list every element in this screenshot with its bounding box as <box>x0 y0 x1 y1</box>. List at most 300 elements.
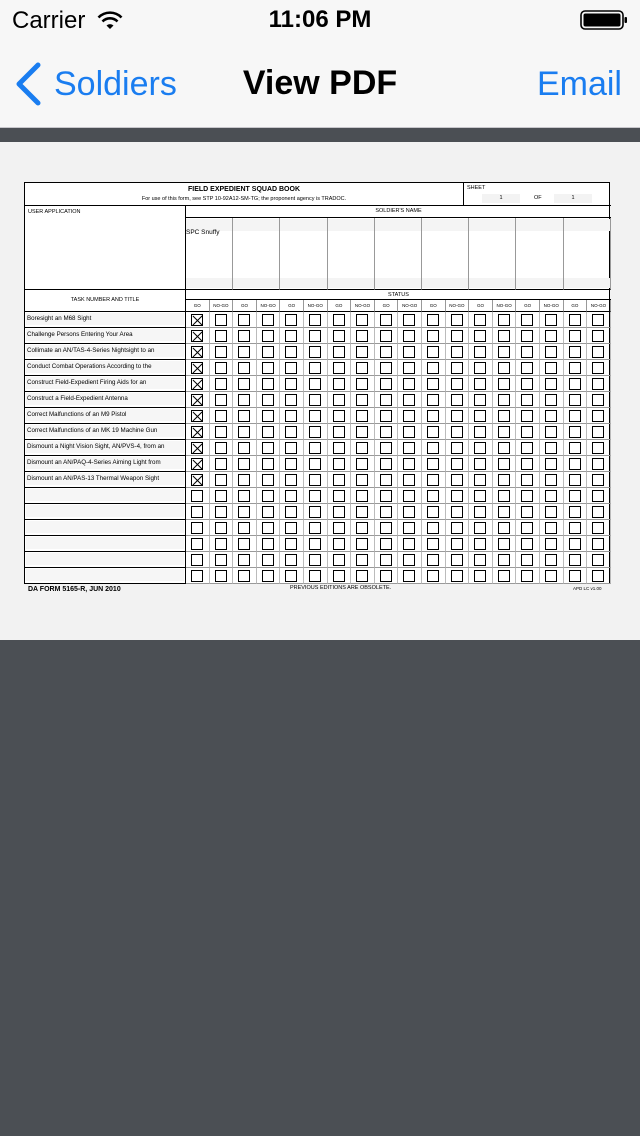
go-checkbox[interactable] <box>569 474 581 486</box>
soldier-column[interactable] <box>469 218 516 290</box>
go-checkbox[interactable] <box>521 394 533 406</box>
nogo-checkbox[interactable] <box>215 346 227 358</box>
task-row[interactable] <box>25 376 186 392</box>
go-checkbox[interactable] <box>521 426 533 438</box>
go-checkbox[interactable] <box>380 346 392 358</box>
go-checkbox[interactable] <box>427 554 439 566</box>
nogo-checkbox[interactable] <box>498 314 510 326</box>
nogo-checkbox[interactable] <box>262 394 274 406</box>
nogo-checkbox[interactable] <box>309 570 321 582</box>
go-checkbox[interactable] <box>521 570 533 582</box>
go-checkbox[interactable] <box>333 490 345 502</box>
task-row[interactable] <box>25 440 186 456</box>
go-checkbox[interactable] <box>427 506 439 518</box>
nogo-checkbox[interactable] <box>592 506 604 518</box>
go-checkbox[interactable] <box>427 522 439 534</box>
go-checkbox[interactable] <box>569 522 581 534</box>
go-checkbox[interactable] <box>191 410 203 422</box>
go-checkbox[interactable] <box>474 394 486 406</box>
nogo-checkbox[interactable] <box>545 458 557 470</box>
nogo-checkbox[interactable] <box>498 474 510 486</box>
nogo-checkbox[interactable] <box>215 458 227 470</box>
nogo-checkbox[interactable] <box>356 570 368 582</box>
go-checkbox[interactable] <box>238 506 250 518</box>
nogo-checkbox[interactable] <box>356 442 368 454</box>
nogo-checkbox[interactable] <box>545 474 557 486</box>
nogo-checkbox[interactable] <box>451 474 463 486</box>
go-checkbox[interactable] <box>191 458 203 470</box>
task-row[interactable] <box>25 408 186 424</box>
go-checkbox[interactable] <box>380 378 392 390</box>
go-checkbox[interactable] <box>521 378 533 390</box>
go-checkbox[interactable] <box>333 474 345 486</box>
nogo-checkbox[interactable] <box>403 490 415 502</box>
nogo-checkbox[interactable] <box>262 538 274 550</box>
nogo-checkbox[interactable] <box>545 570 557 582</box>
nogo-checkbox[interactable] <box>262 474 274 486</box>
nogo-checkbox[interactable] <box>309 394 321 406</box>
nogo-checkbox[interactable] <box>309 458 321 470</box>
nogo-checkbox[interactable] <box>451 362 463 374</box>
go-checkbox[interactable] <box>333 362 345 374</box>
nogo-checkbox[interactable] <box>262 426 274 438</box>
go-checkbox[interactable] <box>521 554 533 566</box>
go-checkbox[interactable] <box>569 378 581 390</box>
task-row[interactable] <box>25 536 186 552</box>
nogo-checkbox[interactable] <box>451 522 463 534</box>
nogo-checkbox[interactable] <box>451 442 463 454</box>
go-checkbox[interactable] <box>285 410 297 422</box>
nogo-checkbox[interactable] <box>498 490 510 502</box>
go-checkbox[interactable] <box>474 378 486 390</box>
nogo-checkbox[interactable] <box>215 522 227 534</box>
go-checkbox[interactable] <box>238 442 250 454</box>
go-checkbox[interactable] <box>521 538 533 550</box>
nogo-checkbox[interactable] <box>498 458 510 470</box>
task-row[interactable] <box>25 472 186 488</box>
nogo-checkbox[interactable] <box>262 410 274 422</box>
go-checkbox[interactable] <box>521 522 533 534</box>
nogo-checkbox[interactable] <box>451 378 463 390</box>
nogo-checkbox[interactable] <box>592 378 604 390</box>
go-checkbox[interactable] <box>333 554 345 566</box>
soldier-column[interactable] <box>186 218 233 290</box>
nogo-checkbox[interactable] <box>545 362 557 374</box>
nogo-checkbox[interactable] <box>215 506 227 518</box>
go-checkbox[interactable] <box>285 330 297 342</box>
go-checkbox[interactable] <box>521 474 533 486</box>
go-checkbox[interactable] <box>238 490 250 502</box>
go-checkbox[interactable] <box>521 442 533 454</box>
nogo-checkbox[interactable] <box>451 426 463 438</box>
go-checkbox[interactable] <box>521 346 533 358</box>
go-checkbox[interactable] <box>569 570 581 582</box>
go-checkbox[interactable] <box>191 362 203 374</box>
go-checkbox[interactable] <box>380 538 392 550</box>
nogo-checkbox[interactable] <box>592 442 604 454</box>
nogo-checkbox[interactable] <box>309 538 321 550</box>
nogo-checkbox[interactable] <box>592 330 604 342</box>
nogo-checkbox[interactable] <box>309 474 321 486</box>
soldier-column[interactable] <box>233 218 280 290</box>
go-checkbox[interactable] <box>238 522 250 534</box>
go-checkbox[interactable] <box>238 474 250 486</box>
go-checkbox[interactable] <box>474 570 486 582</box>
go-checkbox[interactable] <box>380 394 392 406</box>
go-checkbox[interactable] <box>569 490 581 502</box>
nogo-checkbox[interactable] <box>262 330 274 342</box>
task-row[interactable] <box>25 344 186 360</box>
nogo-checkbox[interactable] <box>403 410 415 422</box>
nogo-checkbox[interactable] <box>215 426 227 438</box>
nogo-checkbox[interactable] <box>215 378 227 390</box>
go-checkbox[interactable] <box>474 330 486 342</box>
go-checkbox[interactable] <box>569 554 581 566</box>
task-row[interactable] <box>25 552 186 568</box>
nogo-checkbox[interactable] <box>451 538 463 550</box>
soldier-column[interactable] <box>328 218 375 290</box>
nogo-checkbox[interactable] <box>592 314 604 326</box>
nogo-checkbox[interactable] <box>356 394 368 406</box>
go-checkbox[interactable] <box>238 330 250 342</box>
nogo-checkbox[interactable] <box>498 330 510 342</box>
nogo-checkbox[interactable] <box>498 346 510 358</box>
nogo-checkbox[interactable] <box>356 410 368 422</box>
go-checkbox[interactable] <box>427 362 439 374</box>
nogo-checkbox[interactable] <box>215 410 227 422</box>
go-checkbox[interactable] <box>238 378 250 390</box>
nogo-checkbox[interactable] <box>262 554 274 566</box>
go-checkbox[interactable] <box>521 330 533 342</box>
go-checkbox[interactable] <box>333 330 345 342</box>
nogo-checkbox[interactable] <box>498 506 510 518</box>
go-checkbox[interactable] <box>285 490 297 502</box>
go-checkbox[interactable] <box>285 570 297 582</box>
nogo-checkbox[interactable] <box>545 554 557 566</box>
go-checkbox[interactable] <box>191 506 203 518</box>
go-checkbox[interactable] <box>474 442 486 454</box>
go-checkbox[interactable] <box>474 314 486 326</box>
nogo-checkbox[interactable] <box>356 490 368 502</box>
go-checkbox[interactable] <box>521 490 533 502</box>
go-checkbox[interactable] <box>333 442 345 454</box>
go-checkbox[interactable] <box>569 362 581 374</box>
go-checkbox[interactable] <box>521 314 533 326</box>
go-checkbox[interactable] <box>380 362 392 374</box>
go-checkbox[interactable] <box>474 522 486 534</box>
nogo-checkbox[interactable] <box>309 330 321 342</box>
go-checkbox[interactable] <box>427 474 439 486</box>
go-checkbox[interactable] <box>427 570 439 582</box>
go-checkbox[interactable] <box>380 458 392 470</box>
soldier-column[interactable] <box>516 218 563 290</box>
go-checkbox[interactable] <box>285 346 297 358</box>
go-checkbox[interactable] <box>427 378 439 390</box>
nogo-checkbox[interactable] <box>309 410 321 422</box>
go-checkbox[interactable] <box>569 442 581 454</box>
nogo-checkbox[interactable] <box>545 426 557 438</box>
go-checkbox[interactable] <box>380 554 392 566</box>
go-checkbox[interactable] <box>333 506 345 518</box>
nogo-checkbox[interactable] <box>498 426 510 438</box>
go-checkbox[interactable] <box>285 442 297 454</box>
go-checkbox[interactable] <box>285 474 297 486</box>
go-checkbox[interactable] <box>191 330 203 342</box>
go-checkbox[interactable] <box>238 554 250 566</box>
nogo-checkbox[interactable] <box>498 554 510 566</box>
nogo-checkbox[interactable] <box>309 314 321 326</box>
go-checkbox[interactable] <box>380 474 392 486</box>
nogo-checkbox[interactable] <box>403 442 415 454</box>
nogo-checkbox[interactable] <box>451 410 463 422</box>
nogo-checkbox[interactable] <box>215 554 227 566</box>
go-checkbox[interactable] <box>380 570 392 582</box>
go-checkbox[interactable] <box>191 314 203 326</box>
nogo-checkbox[interactable] <box>592 362 604 374</box>
nogo-checkbox[interactable] <box>592 570 604 582</box>
go-checkbox[interactable] <box>285 314 297 326</box>
nogo-checkbox[interactable] <box>451 330 463 342</box>
go-checkbox[interactable] <box>427 410 439 422</box>
nogo-checkbox[interactable] <box>309 362 321 374</box>
go-checkbox[interactable] <box>333 314 345 326</box>
nogo-checkbox[interactable] <box>356 538 368 550</box>
go-checkbox[interactable] <box>380 330 392 342</box>
go-checkbox[interactable] <box>569 314 581 326</box>
nogo-checkbox[interactable] <box>403 378 415 390</box>
go-checkbox[interactable] <box>333 426 345 438</box>
go-checkbox[interactable] <box>333 458 345 470</box>
nogo-checkbox[interactable] <box>215 362 227 374</box>
go-checkbox[interactable] <box>191 346 203 358</box>
task-row[interactable] <box>25 520 186 536</box>
go-checkbox[interactable] <box>569 330 581 342</box>
pdf-page[interactable] <box>0 142 640 640</box>
nogo-checkbox[interactable] <box>545 410 557 422</box>
nogo-checkbox[interactable] <box>451 490 463 502</box>
nogo-checkbox[interactable] <box>498 442 510 454</box>
go-checkbox[interactable] <box>238 426 250 438</box>
nogo-checkbox[interactable] <box>545 538 557 550</box>
go-checkbox[interactable] <box>380 490 392 502</box>
nogo-checkbox[interactable] <box>451 394 463 406</box>
task-row[interactable] <box>25 392 186 408</box>
go-checkbox[interactable] <box>427 426 439 438</box>
nogo-checkbox[interactable] <box>356 346 368 358</box>
nogo-checkbox[interactable] <box>262 442 274 454</box>
go-checkbox[interactable] <box>569 410 581 422</box>
nogo-checkbox[interactable] <box>451 346 463 358</box>
go-checkbox[interactable] <box>474 426 486 438</box>
nogo-checkbox[interactable] <box>215 330 227 342</box>
go-checkbox[interactable] <box>238 570 250 582</box>
task-row[interactable] <box>25 312 186 328</box>
go-checkbox[interactable] <box>333 570 345 582</box>
go-checkbox[interactable] <box>238 410 250 422</box>
task-row[interactable] <box>25 328 186 344</box>
go-checkbox[interactable] <box>521 458 533 470</box>
go-checkbox[interactable] <box>333 378 345 390</box>
nogo-checkbox[interactable] <box>356 314 368 326</box>
nogo-checkbox[interactable] <box>356 458 368 470</box>
go-checkbox[interactable] <box>333 394 345 406</box>
go-checkbox[interactable] <box>521 506 533 518</box>
go-checkbox[interactable] <box>427 538 439 550</box>
go-checkbox[interactable] <box>285 378 297 390</box>
nogo-checkbox[interactable] <box>309 378 321 390</box>
nogo-checkbox[interactable] <box>592 410 604 422</box>
nogo-checkbox[interactable] <box>215 394 227 406</box>
nogo-checkbox[interactable] <box>545 522 557 534</box>
nogo-checkbox[interactable] <box>356 506 368 518</box>
go-checkbox[interactable] <box>427 490 439 502</box>
nogo-checkbox[interactable] <box>403 330 415 342</box>
task-row[interactable] <box>25 504 186 520</box>
go-checkbox[interactable] <box>333 538 345 550</box>
go-checkbox[interactable] <box>380 426 392 438</box>
go-checkbox[interactable] <box>474 346 486 358</box>
nogo-checkbox[interactable] <box>498 362 510 374</box>
nogo-checkbox[interactable] <box>498 538 510 550</box>
nogo-checkbox[interactable] <box>356 426 368 438</box>
go-checkbox[interactable] <box>427 346 439 358</box>
nogo-checkbox[interactable] <box>356 474 368 486</box>
soldier-column[interactable] <box>564 218 611 290</box>
go-checkbox[interactable] <box>333 410 345 422</box>
go-checkbox[interactable] <box>191 570 203 582</box>
nogo-checkbox[interactable] <box>451 314 463 326</box>
go-checkbox[interactable] <box>191 394 203 406</box>
nogo-checkbox[interactable] <box>498 570 510 582</box>
go-checkbox[interactable] <box>238 538 250 550</box>
nogo-checkbox[interactable] <box>403 458 415 470</box>
nogo-checkbox[interactable] <box>592 522 604 534</box>
nogo-checkbox[interactable] <box>545 378 557 390</box>
go-checkbox[interactable] <box>427 458 439 470</box>
nogo-checkbox[interactable] <box>309 506 321 518</box>
sheet-total-field[interactable]: 1 <box>554 194 592 203</box>
go-checkbox[interactable] <box>285 426 297 438</box>
go-checkbox[interactable] <box>285 394 297 406</box>
go-checkbox[interactable] <box>191 538 203 550</box>
go-checkbox[interactable] <box>191 490 203 502</box>
nogo-checkbox[interactable] <box>592 426 604 438</box>
nogo-checkbox[interactable] <box>356 330 368 342</box>
nogo-checkbox[interactable] <box>356 522 368 534</box>
go-checkbox[interactable] <box>238 314 250 326</box>
nogo-checkbox[interactable] <box>215 570 227 582</box>
nogo-checkbox[interactable] <box>403 554 415 566</box>
go-checkbox[interactable] <box>191 442 203 454</box>
nogo-checkbox[interactable] <box>403 394 415 406</box>
soldier-column[interactable] <box>280 218 327 290</box>
go-checkbox[interactable] <box>191 474 203 486</box>
nogo-checkbox[interactable] <box>262 346 274 358</box>
go-checkbox[interactable] <box>474 506 486 518</box>
nogo-checkbox[interactable] <box>451 554 463 566</box>
nogo-checkbox[interactable] <box>451 458 463 470</box>
nogo-checkbox[interactable] <box>215 490 227 502</box>
nogo-checkbox[interactable] <box>592 474 604 486</box>
nogo-checkbox[interactable] <box>545 442 557 454</box>
go-checkbox[interactable] <box>474 554 486 566</box>
go-checkbox[interactable] <box>285 506 297 518</box>
nogo-checkbox[interactable] <box>403 506 415 518</box>
nogo-checkbox[interactable] <box>545 490 557 502</box>
go-checkbox[interactable] <box>191 378 203 390</box>
go-checkbox[interactable] <box>238 346 250 358</box>
go-checkbox[interactable] <box>285 554 297 566</box>
go-checkbox[interactable] <box>191 426 203 438</box>
task-row[interactable] <box>25 360 186 376</box>
nogo-checkbox[interactable] <box>262 570 274 582</box>
go-checkbox[interactable] <box>427 394 439 406</box>
nogo-checkbox[interactable] <box>498 522 510 534</box>
nogo-checkbox[interactable] <box>498 378 510 390</box>
go-checkbox[interactable] <box>569 394 581 406</box>
go-checkbox[interactable] <box>191 554 203 566</box>
nogo-checkbox[interactable] <box>262 522 274 534</box>
nogo-checkbox[interactable] <box>356 378 368 390</box>
nogo-checkbox[interactable] <box>545 314 557 326</box>
nogo-checkbox[interactable] <box>545 330 557 342</box>
nogo-checkbox[interactable] <box>545 346 557 358</box>
nogo-checkbox[interactable] <box>309 490 321 502</box>
nogo-checkbox[interactable] <box>215 538 227 550</box>
nogo-checkbox[interactable] <box>262 362 274 374</box>
go-checkbox[interactable] <box>474 458 486 470</box>
nogo-checkbox[interactable] <box>592 538 604 550</box>
nogo-checkbox[interactable] <box>309 522 321 534</box>
nogo-checkbox[interactable] <box>403 346 415 358</box>
nogo-checkbox[interactable] <box>215 314 227 326</box>
go-checkbox[interactable] <box>427 314 439 326</box>
nogo-checkbox[interactable] <box>262 458 274 470</box>
nogo-checkbox[interactable] <box>356 362 368 374</box>
nogo-checkbox[interactable] <box>403 522 415 534</box>
go-checkbox[interactable] <box>521 362 533 374</box>
go-checkbox[interactable] <box>333 346 345 358</box>
task-row[interactable] <box>25 456 186 472</box>
go-checkbox[interactable] <box>474 538 486 550</box>
nogo-checkbox[interactable] <box>262 490 274 502</box>
go-checkbox[interactable] <box>521 410 533 422</box>
nogo-checkbox[interactable] <box>403 474 415 486</box>
go-checkbox[interactable] <box>191 522 203 534</box>
go-checkbox[interactable] <box>427 442 439 454</box>
go-checkbox[interactable] <box>238 362 250 374</box>
back-button[interactable] <box>14 62 177 106</box>
go-checkbox[interactable] <box>569 538 581 550</box>
nogo-checkbox[interactable] <box>592 394 604 406</box>
email-button[interactable]: Email <box>536 65 622 103</box>
nogo-checkbox[interactable] <box>498 394 510 406</box>
nogo-checkbox[interactable] <box>262 378 274 390</box>
task-row[interactable] <box>25 424 186 440</box>
nogo-checkbox[interactable] <box>403 362 415 374</box>
go-checkbox[interactable] <box>380 442 392 454</box>
nogo-checkbox[interactable] <box>592 554 604 566</box>
go-checkbox[interactable] <box>380 410 392 422</box>
go-checkbox[interactable] <box>569 506 581 518</box>
go-checkbox[interactable] <box>427 330 439 342</box>
go-checkbox[interactable] <box>380 522 392 534</box>
go-checkbox[interactable] <box>333 522 345 534</box>
go-checkbox[interactable] <box>285 362 297 374</box>
go-checkbox[interactable] <box>569 458 581 470</box>
soldier-column[interactable] <box>375 218 422 290</box>
task-row[interactable] <box>25 488 186 504</box>
